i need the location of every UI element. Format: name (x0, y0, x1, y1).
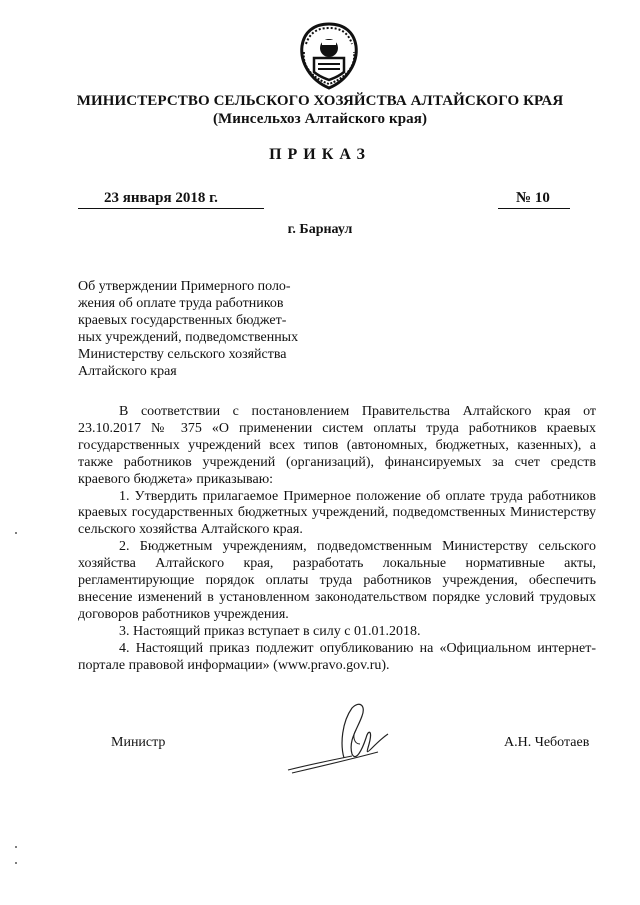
signer-name: А.Н. Чеботаев (504, 735, 590, 750)
document-subject (78, 279, 318, 380)
order-item-2: 2. Бюджетным учреждениям, подведомственным Министерству сельского хозяйства Алтайского края, разработать локальные нормативные акты, регламентирующие порядок оплаты труда работников учреждения, обеспечить внесение изменений в установленном законодательством порядке условий трудовых договоров работников учреждения. (78, 539, 596, 622)
subject-line: Министерству сельского хозяйства (78, 346, 287, 362)
order-item-4: 4. Настоящий приказ подлежит опубликованию на «Официальном интернет-портале правовой информации» (www.pravo.gov.ru). (78, 640, 596, 673)
order-item-1: 1. Утвердить прилагаемое Примерное положение об оплате труда работников краевых государственных бюджетных учреждений, подведомственных Министерству сельского хозяйства Алтайского края. (78, 488, 596, 538)
handwritten-signature (282, 700, 402, 775)
coat-of-arms-icon (296, 22, 362, 92)
subject-line: Алтайского края (78, 363, 177, 379)
subject-line: ных учреждений, подведомственных (78, 329, 299, 345)
scan-mark (15, 532, 17, 534)
scan-mark (15, 846, 17, 848)
ministry-short-name: (Минсельхоз Алтайского края) (212, 111, 428, 127)
preamble-paragraph: В соответствии с постановлением Правительства Алтайского края от 23.10.2017 № 375 «О применении систем оплаты труда работников краевых государственных учреждений всех типов (автономных, бюджетных, казенных), а также работников учреждений (организаций), финансируемых за счет средств краевого бюджета» приказываю: (78, 404, 596, 487)
subject-line: жения об оплате труда работников (78, 295, 284, 311)
subject-line: краевых государственных бюджет- (78, 312, 287, 328)
scan-mark (15, 862, 17, 864)
document-body (78, 404, 596, 675)
document-city: г. Барнаул (287, 222, 353, 237)
document-date: 23 января 2018 г. (78, 190, 264, 209)
subject-line: Об утверждении Примерного поло- (78, 279, 291, 294)
ministry-title: МИНИСТЕРСТВО СЕЛЬСКОГО ХОЗЯЙСТВА АЛТАЙСКОГО КРАЯ (76, 93, 564, 109)
document-type: ПРИКАЗ (269, 146, 371, 163)
signer-role: Министр (111, 735, 166, 750)
document-number: № 10 (498, 190, 570, 209)
order-item-3: 3. Настоящий приказ вступает в силу с 01.01.2018. (119, 623, 421, 639)
